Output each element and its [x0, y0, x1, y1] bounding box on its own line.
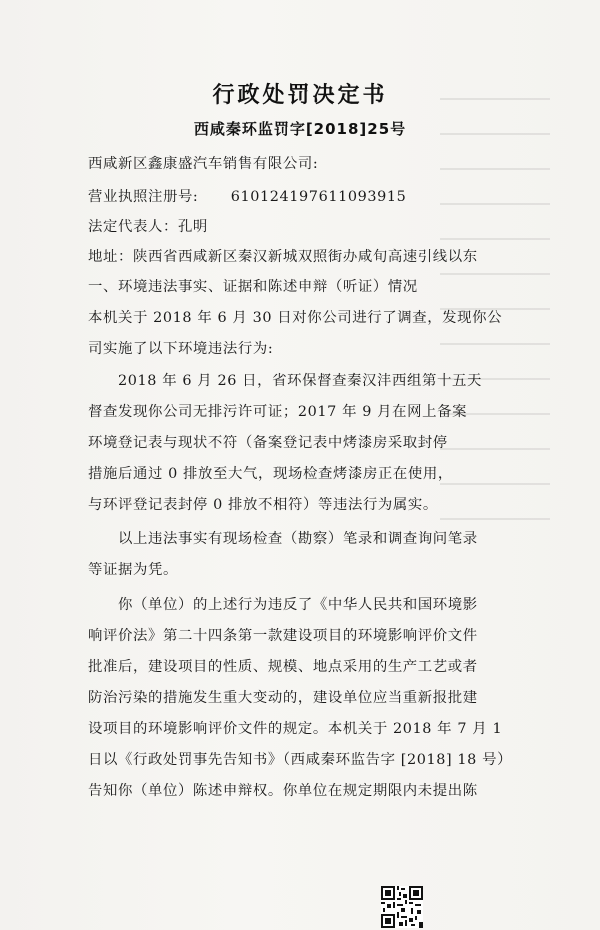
bleed-through-text — [440, 80, 550, 520]
document-title: 行政处罚决定书 — [212, 83, 388, 108]
paragraph-line: 防治污染的措施发生重大变动的，建设单位应当重新报批建 — [88, 690, 478, 706]
paragraph-line: 与环评登记表封停 0 排放不相符）等违法行为属实。 — [88, 497, 438, 513]
paragraph-line: 以上违法事实有现场检查（勘察）笔录和调查询问笔录 — [118, 531, 478, 547]
legal-representative-line: 法定代表人：孔明 — [88, 219, 208, 235]
document-number: 西咸秦环监罚字[2018]25号 — [193, 120, 407, 138]
section-heading: 一、环境违法事实、证据和陈述申辩（听证）情况 — [88, 279, 418, 295]
license-line — [88, 185, 406, 206]
paragraph-line: 措施后通过 0 排放至大气，现场检查烤漆房正在使用， — [88, 466, 453, 482]
paragraph-line: 日以《行政处罚事先告知书》（西咸秦环监告字 [2018] 18 号） — [88, 752, 513, 768]
paragraph-line: 环境登记表与现状不符（备案登记表中烤漆房采取封停 — [88, 435, 448, 451]
paragraph-line: 设项目的环境影响评价文件的规定。本机关于 2018 年 7 月 1 — [88, 721, 503, 737]
paragraph-line: 你（单位）的上述行为违反了《中华人民共和国环境影 — [118, 597, 478, 613]
paragraph-line: 响评价法》第二十四条第一款建设项目的环境影响评价文件 — [88, 628, 478, 644]
paragraph-line: 2018 年 6 月 26 日，省环保督查秦汉沣西组第十五天 — [118, 373, 482, 389]
recipient-line: 西咸新区鑫康盛汽车销售有限公司: — [88, 156, 319, 172]
paragraph-line: 告知你（单位）陈述申辩权。你单位在规定期限内未提出陈 — [88, 783, 478, 799]
license-number: 610124197611093915 — [230, 189, 407, 205]
paragraph-line: 司实施了以下环境违法行为: — [88, 341, 274, 357]
qr-code-icon — [381, 886, 423, 928]
license-label: 营业执照注册号: — [88, 189, 199, 205]
paragraph-line: 本机关于 2018 年 6 月 30 日对你公司进行了调查，发现你公 — [88, 310, 503, 326]
paragraph-line: 批准后，建设项目的性质、规模、地点采用的生产工艺或者 — [88, 659, 478, 675]
paragraph-line: 等证据为凭。 — [88, 562, 178, 578]
paragraph-line: 督查发现你公司无排污许可证；2017 年 9 月在网上备案 — [88, 404, 468, 420]
address-line: 地址：陕西省西咸新区秦汉新城双照街办咸旬高速引线以东 — [88, 249, 478, 265]
